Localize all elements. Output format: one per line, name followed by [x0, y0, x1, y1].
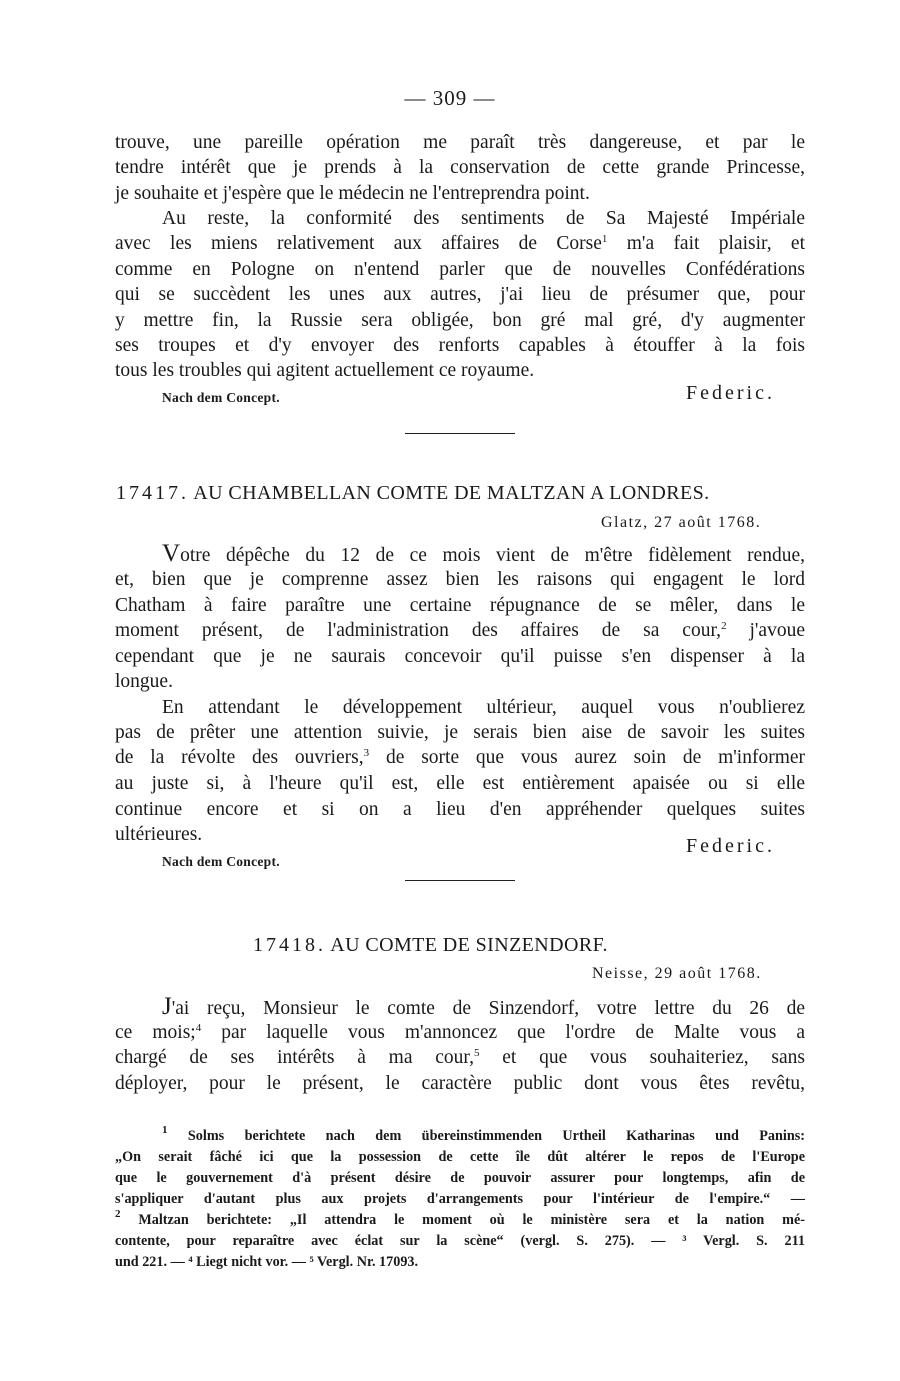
text-segment: de la révolte des ouvriers, [115, 747, 364, 768]
text-segment: Maltzan berichtete: „Il attendra le moment où le ministère sera et la nation mé- [138, 1212, 805, 1228]
footnote-marker: 4 [195, 1022, 202, 1034]
letter-title: AU COMTE DE SINZENDORF. [330, 934, 608, 956]
text-line: tendre intérêt que je prends à la conservation de cette grande Princesse, [115, 157, 805, 178]
letter-number: 17418. [253, 934, 326, 956]
footnote-line [115, 1210, 805, 1231]
text-segment: par laquelle vous m'annoncez que l'ordre de Malte vous a [221, 1022, 806, 1043]
text-line: Chatham à faire paraître une certaine répugnance de se mêler, dans le [115, 595, 805, 616]
text-line: En attendant le développement ultérieur, auquel vous n'oublierez [162, 697, 805, 718]
text-line [162, 541, 805, 567]
section-divider [405, 433, 515, 434]
footnote-marker: 3 [363, 747, 370, 759]
text-segment: ce mois; [115, 1022, 196, 1043]
text-segment: 'ai reçu, Monsieur le comte de Sinzendorf, votre lettre du 26 de [171, 998, 805, 1019]
source-note: Nach dem Concept. [162, 854, 280, 869]
text-segment: et que vous souhaiteriez, sans [502, 1047, 806, 1068]
dateline: Glatz, 27 août 1768. [601, 514, 762, 531]
text-segment: avec les miens relativement aux affaires de Corse [115, 233, 602, 254]
text-line [115, 1020, 805, 1046]
footnote-line: s'appliquer d'autant plus aux projets d'arrangements pour l'intérieur de l'empire.“ — [115, 1191, 805, 1207]
footnote-marker: 2 [721, 620, 727, 632]
text-line [115, 231, 805, 257]
text-segment: j'avoue [749, 620, 805, 641]
text-line: comme en Pologne on n'entend parler que de nouvelles Confédérations [115, 259, 805, 280]
text-line: tous les troubles qui agitent actuellement ce royaume. [115, 360, 535, 381]
text-line [115, 745, 805, 771]
footnote-line: que le gouvernement d'à présent désire de pouvoir assurer pour longtemps, afin de [115, 1170, 805, 1186]
text-line [162, 994, 805, 1020]
text-line: ultérieures. [115, 824, 203, 845]
text-line: au juste si, à l'heure qu'il est, elle est entièrement apaisée ou si elle [115, 773, 805, 794]
letter-number: 17417. [116, 482, 189, 504]
footnote-marker: 1 [601, 233, 608, 245]
footnote-marker: 2 [115, 1208, 121, 1220]
text-line: longue. [115, 671, 173, 692]
signature: Federic. [686, 835, 775, 857]
footnote-line [162, 1126, 805, 1147]
letter-heading [116, 482, 710, 505]
text-segment: Solms berichtete nach dem übereinstimmenden Urtheil Katharinas und Panins: [187, 1128, 805, 1144]
text-line: qui se succèdent les unes aux autres, j'ai lieu de présumer que, pour [115, 284, 805, 305]
text-line: ses troupes et d'y envoyer des renforts capables à étouffer à la fois [115, 335, 805, 356]
dateline: Neisse, 29 août 1768. [592, 965, 762, 982]
footnote-marker: 5 [474, 1047, 480, 1059]
text-line: et, bien que je comprenne assez bien les raisons qui engagent le lord [115, 569, 805, 590]
text-segment: m'a fait plaisir, et [626, 233, 806, 254]
text-line: pas de prêter une attention suivie, je serais bien aise de savoir les suites [115, 722, 805, 743]
footnote-line: „On serait fâché ici que la possession de cette île dût altérer le repos de l'Europe [115, 1149, 805, 1165]
text-segment: moment présent, de l'administration des affaires de sa cour, [115, 620, 722, 641]
text-line: je souhaite et j'espère que le médecin ne l'entreprendra point. [115, 183, 590, 204]
source-note: Nach dem Concept. [162, 390, 280, 405]
section-divider [405, 880, 515, 881]
text-line [115, 1045, 805, 1071]
text-line: trouve, une pareille opération me paraît très dangereuse, et par le [115, 132, 805, 153]
drop-cap: J [162, 993, 172, 1020]
text-line: Au reste, la conformité des sentiments de Sa Majesté Impériale [162, 208, 805, 229]
text-segment: otre dépêche du 12 de ce mois vient de m'être fidèlement rendue, [180, 545, 805, 566]
text-line: continue encore et si on a lieu d'en appréhender quelques suites [115, 799, 805, 820]
text-line: y mettre fin, la Russie sera obligée, bon gré mal gré, d'y augmenter [115, 310, 805, 331]
text-segment: de sorte que vous aurez soin de m'informer [385, 747, 806, 768]
letter-title: AU CHAMBELLAN COMTE DE MALTZAN A LONDRES. [193, 482, 710, 504]
footnote-marker: 1 [162, 1124, 168, 1136]
signature: Federic. [686, 382, 775, 404]
text-line [115, 618, 805, 644]
page-number: — 309 — [404, 86, 496, 110]
text-line: déployer, pour le présent, le caractère public dont vous êtes revêtu, [115, 1073, 805, 1094]
text-line: cependant que je ne saurais concevoir qu'il puisse s'en dispenser à la [115, 646, 805, 667]
footnote-line: und 221. — ⁴ Liegt nicht vor. — ⁵ Vergl. Nr. 17093. [115, 1254, 419, 1270]
drop-cap: V [162, 540, 181, 567]
footnote-line: contente, pour reparaître avec éclat sur la scène“ (vergl. S. 275). — ³ Vergl. S. 211 [115, 1233, 805, 1249]
text-segment: chargé de ses intérêts à ma cour, [115, 1047, 474, 1068]
letter-heading [253, 934, 608, 957]
